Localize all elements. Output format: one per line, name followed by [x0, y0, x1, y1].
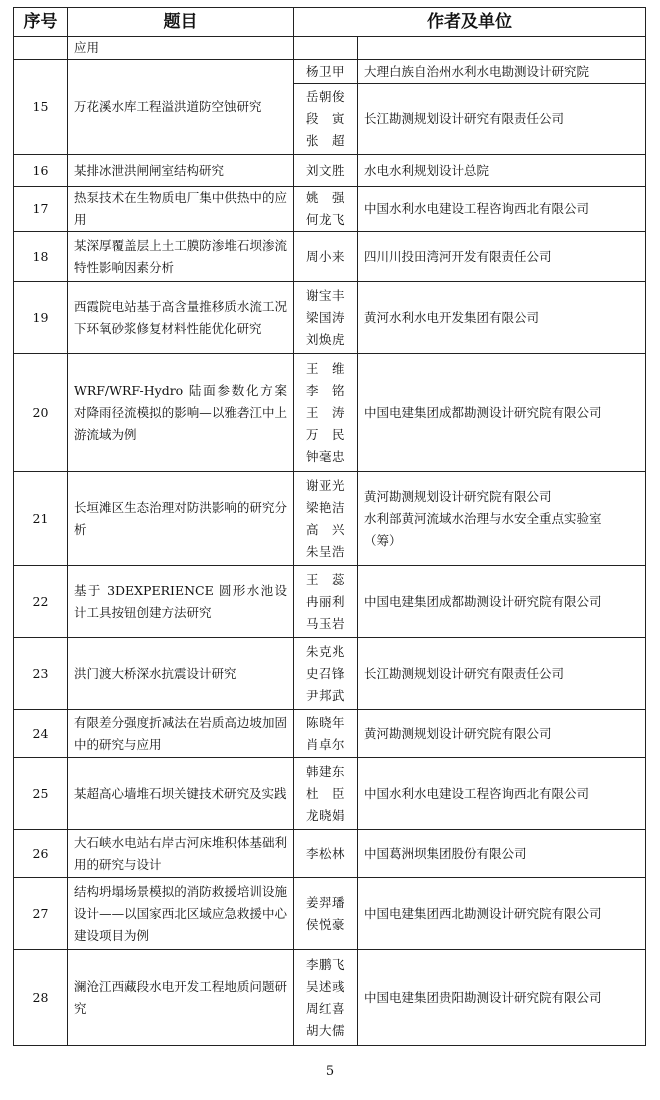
paper-title: 热泵技术在生物质电厂集中供热中的应用 — [68, 187, 294, 232]
paper-title: 应用 — [68, 37, 294, 60]
author-name: 梁国涛 — [305, 309, 345, 325]
paper-title: 长垣滩区生态治理对防洪影响的研究分析 — [68, 472, 294, 566]
unit-cell — [358, 710, 646, 758]
author-name: 何龙飞 — [305, 212, 345, 227]
row-number: 20 — [14, 354, 68, 472]
unit-cell — [358, 638, 646, 710]
paper-title: WRF/WRF-Hydro 陆面参数化方案对降雨径流模拟的影响—以雅砻江中上游流域为例 — [68, 354, 294, 472]
unit-name: 中国电建集团贵阳勘测设计研究院有限公司 — [364, 989, 602, 1005]
table-row — [14, 354, 646, 472]
unit-cell — [358, 84, 646, 155]
unit-cell — [358, 60, 646, 84]
author-name: 李松林 — [305, 845, 345, 861]
unit-name: 中国水利水电建设工程咨询西北有限公司 — [364, 785, 590, 801]
author-cell — [294, 84, 358, 155]
unit-name: 四川川投田湾河开发有限责任公司 — [364, 248, 552, 264]
author-name: 刘文胜 — [305, 162, 345, 178]
paper-title: 澜沧江西藏段水电开发工程地质问题研究 — [68, 950, 294, 1046]
unit-cell — [358, 282, 646, 354]
paper-title: 有限差分强度折减法在岩质高边坡加固中的研究与应用 — [68, 710, 294, 758]
paper-title: 某超高心墙堆石坝关键技术研究及实践 — [68, 758, 294, 830]
row-number — [14, 37, 68, 60]
row-number: 22 — [14, 566, 68, 638]
author-name: 高 兴 — [305, 521, 345, 537]
author-cell — [294, 60, 358, 84]
unit-name: （筹） — [364, 532, 402, 548]
table-row — [14, 232, 646, 282]
author-name: 张 超 — [305, 133, 345, 148]
header-author-unit: 作者及单位 — [294, 8, 646, 37]
table-row — [14, 566, 646, 638]
author-cell — [294, 638, 358, 710]
unit-cell — [358, 830, 646, 878]
author-cell — [294, 282, 358, 354]
author-name: 肖卓尔 — [305, 736, 345, 752]
paper-title: 万花溪水库工程溢洪道防空蚀研究 — [68, 60, 294, 155]
row-number: 18 — [14, 232, 68, 282]
author-name: 尹邦武 — [305, 687, 345, 703]
unit-name: 水电水利规划设计总院 — [364, 162, 490, 178]
author-name: 吴述彧 — [305, 978, 345, 994]
paper-title: 洪门渡大桥深水抗震设计研究 — [68, 638, 294, 710]
author-name: 姚 强 — [305, 190, 345, 205]
row-number: 17 — [14, 187, 68, 232]
unit-cell — [358, 566, 646, 638]
author-name: 谢宝丰 — [305, 287, 345, 303]
row-number: 24 — [14, 710, 68, 758]
table-row — [14, 37, 646, 60]
unit-name: 中国电建集团西北勘测设计研究院有限公司 — [364, 905, 602, 921]
author-cell — [294, 878, 358, 950]
author-cell — [294, 830, 358, 878]
header-no: 序号 — [14, 8, 68, 37]
author-cell — [294, 950, 358, 1046]
award-list-table — [13, 7, 646, 1046]
author-name: 万 民 — [305, 426, 345, 442]
author-name: 王 蕊 — [305, 571, 345, 587]
unit-name: 长江勘测规划设计研究有限责任公司 — [364, 111, 565, 126]
unit-name: 黄河水利水电开发集团有限公司 — [364, 309, 540, 325]
author-cell — [294, 566, 358, 638]
header-title: 题目 — [68, 8, 294, 37]
unit-name: 中国水利水电建设工程咨询西北有限公司 — [364, 201, 590, 216]
table-row — [14, 638, 646, 710]
author-name: 陈晓年 — [305, 714, 345, 730]
author-name: 周红喜 — [305, 1000, 345, 1016]
row-number: 15 — [14, 60, 68, 155]
row-number: 19 — [14, 282, 68, 354]
row-number: 25 — [14, 758, 68, 830]
paper-title: 结构坍塌场景模拟的消防救援培训设施设计——以国家西北区域应急救援中心建设项目为例 — [68, 878, 294, 950]
author-name: 岳朝俊 — [305, 89, 345, 104]
author-name: 马玉岩 — [305, 615, 345, 631]
author-name: 龙晓娟 — [305, 807, 345, 823]
author-cell — [294, 472, 358, 566]
row-number: 26 — [14, 830, 68, 878]
table-body — [14, 37, 646, 1046]
unit-cell — [358, 232, 646, 282]
author-name: 杨卫甲 — [305, 63, 345, 79]
table-row — [14, 155, 646, 187]
author-name: 朱呈浩 — [305, 543, 345, 559]
author-cell — [294, 710, 358, 758]
unit-name: 水利部黄河流域水治理与水安全重点实验室 — [364, 510, 602, 526]
author-cell — [294, 155, 358, 187]
row-number: 27 — [14, 878, 68, 950]
unit-cell — [358, 950, 646, 1046]
author-name: 冉丽利 — [305, 593, 345, 609]
author-name: 胡大儒 — [305, 1022, 345, 1038]
unit-name: 中国葛洲坝集团股份有限公司 — [364, 845, 527, 861]
author-name: 梁艳洁 — [305, 499, 345, 515]
author-name: 韩建东 — [305, 763, 345, 779]
table-row — [14, 758, 646, 830]
row-number: 16 — [14, 155, 68, 187]
unit-name: 中国电建集团成都勘测设计研究院有限公司 — [364, 404, 602, 420]
table-row — [14, 472, 646, 566]
unit-name: 大理白族自治州水利水电勘测设计研究院 — [364, 63, 590, 79]
row-number: 21 — [14, 472, 68, 566]
paper-title: 某排冰泄洪闸闸室结构研究 — [68, 155, 294, 187]
author-cell — [294, 758, 358, 830]
unit-cell — [358, 878, 646, 950]
page-number: 5 — [325, 1064, 335, 1079]
author-cell — [294, 187, 358, 232]
author-name: 李鹏飞 — [305, 956, 345, 972]
author-name: 侯悦豪 — [305, 916, 345, 932]
author-name: 王 涛 — [305, 404, 345, 420]
author-name: 王 维 — [305, 360, 345, 376]
paper-title: 西霞院电站基于高含量推移质水流工况下环氧砂浆修复材料性能优化研究 — [68, 282, 294, 354]
paper-title: 大石峡水电站右岸古河床堆积体基础利用的研究与设计 — [68, 830, 294, 878]
unit-name: 黄河勘测规划设计研究院有限公司 — [364, 488, 552, 504]
author-cell — [294, 232, 358, 282]
unit-cell — [358, 37, 646, 60]
author-name: 杜 臣 — [305, 785, 345, 801]
row-number: 28 — [14, 950, 68, 1046]
author-name: 姜羿璠 — [305, 894, 345, 910]
table-row — [14, 710, 646, 758]
author-name: 刘焕虎 — [305, 331, 345, 347]
unit-name: 中国电建集团成都勘测设计研究院有限公司 — [364, 593, 602, 609]
author-cell — [294, 354, 358, 472]
table-row — [14, 830, 646, 878]
paper-title: 某深厚覆盖层上土工膜防渗堆石坝渗流特性影响因素分析 — [68, 232, 294, 282]
table-row — [14, 60, 646, 84]
header-row — [14, 8, 646, 37]
table-row — [14, 878, 646, 950]
unit-cell — [358, 472, 646, 566]
unit-cell — [358, 155, 646, 187]
row-number: 23 — [14, 638, 68, 710]
paper-title: 基于 3DEXPERIENCE 圆形水池设计工具按钮创建方法研究 — [68, 566, 294, 638]
author-name: 周小来 — [305, 248, 345, 264]
author-name: 谢亚光 — [305, 477, 345, 493]
author-cell — [294, 37, 358, 60]
unit-name: 黄河勘测规划设计研究院有限公司 — [364, 725, 552, 741]
author-name: 钟毫忠 — [305, 448, 345, 464]
unit-cell — [358, 758, 646, 830]
author-name: 段 寅 — [305, 111, 345, 126]
unit-cell — [358, 354, 646, 472]
unit-name: 长江勘测规划设计研究有限责任公司 — [364, 665, 565, 681]
author-name: 朱克兆 — [305, 643, 345, 659]
unit-cell — [358, 187, 646, 232]
table-row — [14, 950, 646, 1046]
author-name: 史召锋 — [305, 665, 345, 681]
table-row — [14, 187, 646, 232]
author-name: 李 铭 — [305, 382, 345, 398]
table-row — [14, 282, 646, 354]
